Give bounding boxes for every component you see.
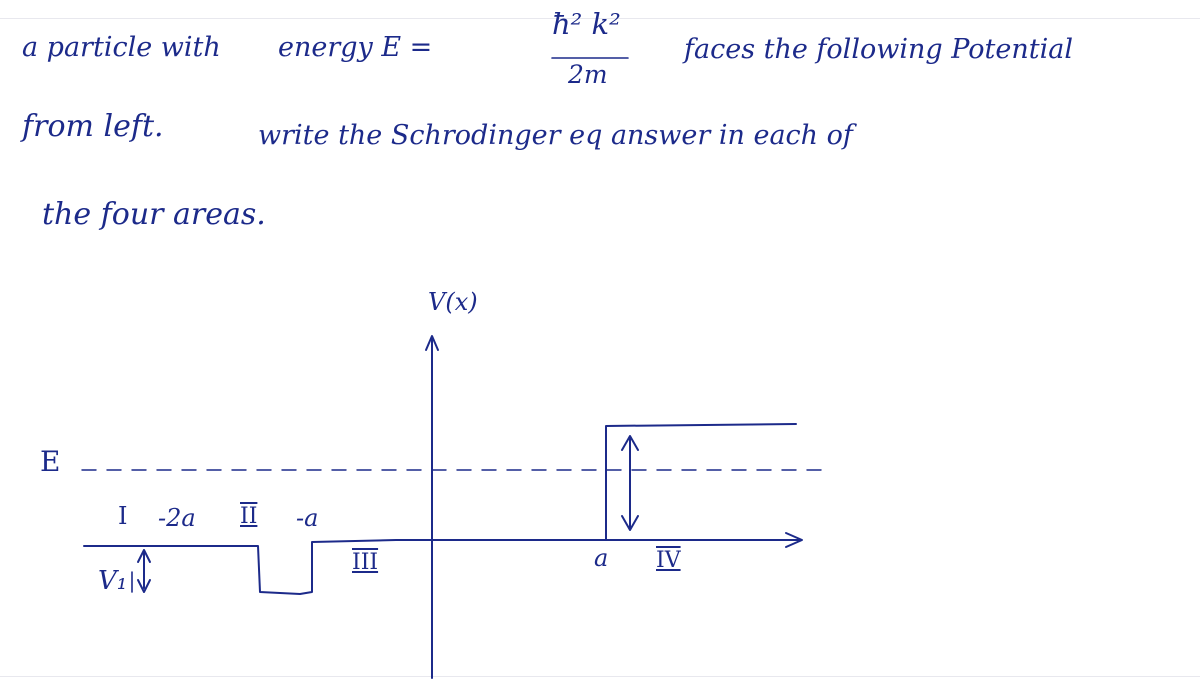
region-I-label: I (118, 502, 128, 530)
formula-numerator: ħ² k² (552, 7, 621, 41)
region-IV-label: IV (656, 548, 681, 573)
region-II-label: II (240, 504, 258, 529)
problem-line2-b: write the Schrodinger eq answer in each of (258, 120, 853, 151)
problem-line1-before: a particle with (22, 32, 221, 63)
formula-denominator: 2m (568, 60, 608, 89)
problem-line2-a: from left. (22, 109, 164, 144)
region-III-label: III (352, 550, 379, 575)
energy-label: E (40, 445, 61, 478)
tick-a-label: a (594, 544, 609, 572)
problem-line3: the four areas. (42, 197, 266, 232)
tick-nega-label: -a (296, 504, 319, 532)
problem-line1-energy: energy E = (278, 32, 433, 63)
v1-label: V₁ (98, 566, 128, 596)
tick-neg2a-label: -2a (158, 504, 196, 532)
y-axis-label: V(x) (428, 288, 478, 316)
problem-line1-after: faces the following Potential (684, 34, 1073, 65)
potential-profile-left (84, 540, 432, 594)
